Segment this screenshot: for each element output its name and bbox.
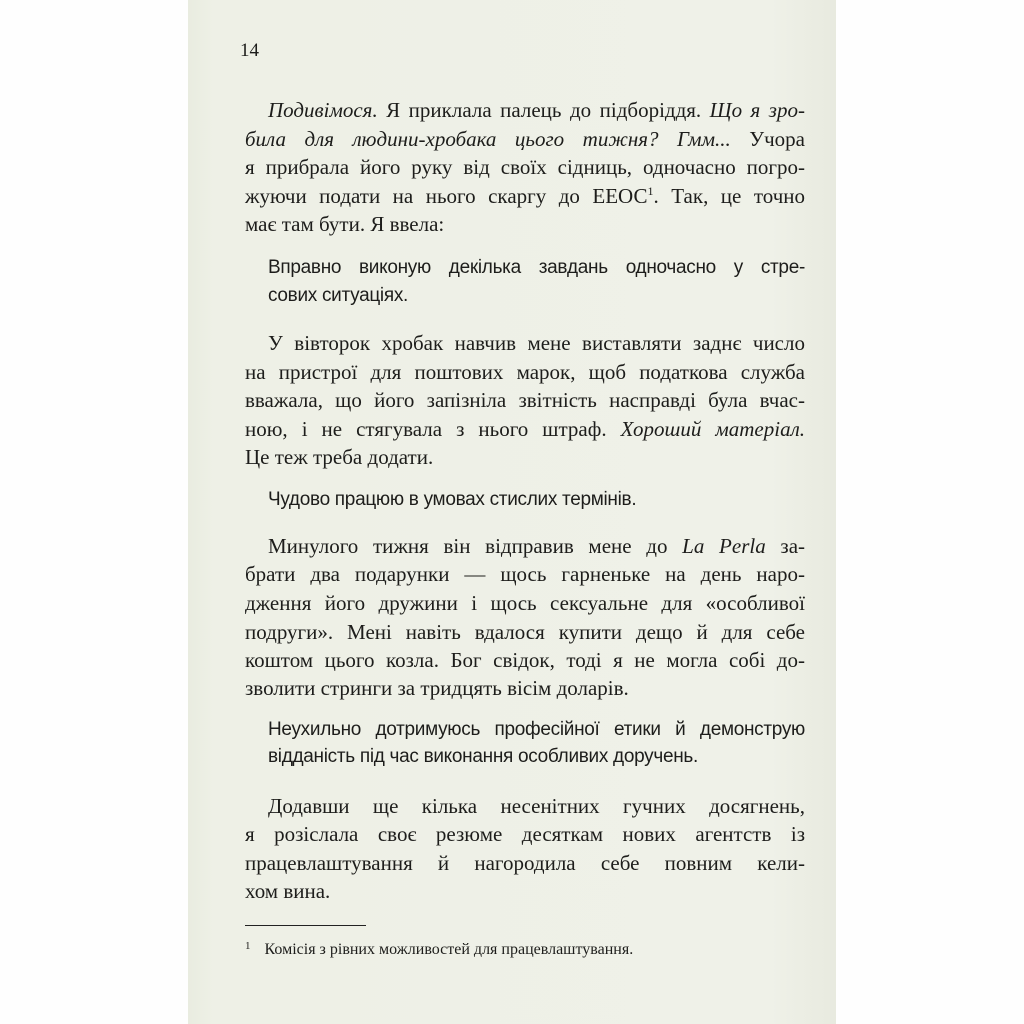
text-line: [245, 591, 805, 620]
text-line: [245, 445, 805, 474]
text-line: [245, 212, 805, 241]
text-segment: має там бути. Я ввела:: [245, 212, 445, 236]
text-line: [268, 489, 805, 518]
text-line: [245, 648, 805, 677]
text-line: [245, 851, 805, 880]
text-segment: за-: [765, 534, 806, 558]
text-segment: У вівторок хробак навчив мене виставляти заднє число: [268, 331, 805, 355]
text-segment: сових ситуаціях.: [268, 285, 409, 306]
text-segment: коштом цього козла. Бог свідок, тоді я не могла собі до-: [245, 648, 805, 672]
text-segment: відданість під час виконання особливих доручень.: [268, 746, 698, 767]
text-line: [245, 417, 805, 446]
text-line: [268, 98, 805, 127]
text-line: [245, 822, 805, 851]
text-segment: зволити стринги за тридцять вісім доларів.: [245, 676, 629, 700]
text-segment: я прибрала його руку від своїх сідниць, одночасно погро-: [245, 155, 805, 179]
text-line: [245, 879, 805, 908]
footnote-text: Комісія з рівних можливостей для працевлаштування.: [264, 941, 634, 958]
footnote-mark: 1: [245, 940, 251, 952]
text-line: [268, 794, 805, 823]
text-line: [268, 746, 805, 775]
text-segment: дження його дружини і щось сексуальне для «особливої: [245, 591, 805, 615]
text-segment: на пристрої для поштових марок, щоб податкова служба: [245, 360, 805, 384]
text-segment: брати два подарунки — щось гарненьке на день наро-: [245, 562, 805, 586]
text-segment: Чудово працюю в умовах стислих термінів.: [268, 489, 637, 510]
text-line: [245, 155, 805, 184]
text-line: [268, 257, 805, 286]
text-segment: Учора: [730, 127, 805, 151]
italic-text: била для людини-хробака цього тижня? Гмм...: [245, 127, 731, 151]
text-line: [268, 331, 805, 360]
text-segment: ною, і не стягувала з нього штраф.: [245, 417, 621, 441]
italic-text: Подивімося.: [268, 98, 378, 122]
text-segment: Я приклала палець до підборіддя.: [377, 98, 710, 122]
italic-text: La Perla: [682, 534, 766, 558]
page-number: 14: [240, 40, 259, 61]
text-segment: працевлаштування й нагородила себе повним кели-: [245, 851, 805, 875]
text-segment: Минулого тижня він відправив мене до: [268, 534, 683, 558]
text-line: [268, 534, 805, 563]
footnote-reference: 1: [647, 184, 654, 198]
text-line: [268, 285, 805, 314]
text-line: [268, 719, 805, 748]
text-segment: хом вина.: [245, 879, 331, 903]
italic-text: Що я зро-: [709, 98, 805, 122]
text-segment: Вправно виконую декілька завдань одночасно у стре-: [268, 257, 805, 278]
text-line: [245, 388, 805, 417]
footnote: [245, 940, 633, 959]
text-segment: Це теж треба додати.: [245, 445, 434, 469]
text-segment: подруги». Мені навіть вдалося купити дещо й для себе: [245, 620, 805, 644]
text-line: [245, 620, 805, 649]
text-segment: вважала, що його запізніла звітність насправді була вчас-: [245, 388, 805, 412]
text-segment: Неухильно дотримуюсь професійної етики й демонструю: [268, 719, 805, 740]
italic-text: Хороший матеріал.: [620, 417, 805, 441]
text-segment: жуючи подати на нього скаргу до ЕЕОС: [245, 184, 648, 208]
text-line: [245, 127, 805, 156]
text-line: [245, 360, 805, 389]
text-segment: Додавши ще кілька несенітних гучних досягнень,: [268, 794, 805, 818]
text-segment: я розіслала своє резюме десяткам нових агентств із: [245, 822, 805, 846]
text-line: [245, 562, 805, 591]
text-line: [245, 184, 805, 213]
text-line: [245, 676, 805, 705]
text-segment: . Так, це точно: [653, 184, 805, 208]
footnote-divider: [245, 925, 366, 926]
